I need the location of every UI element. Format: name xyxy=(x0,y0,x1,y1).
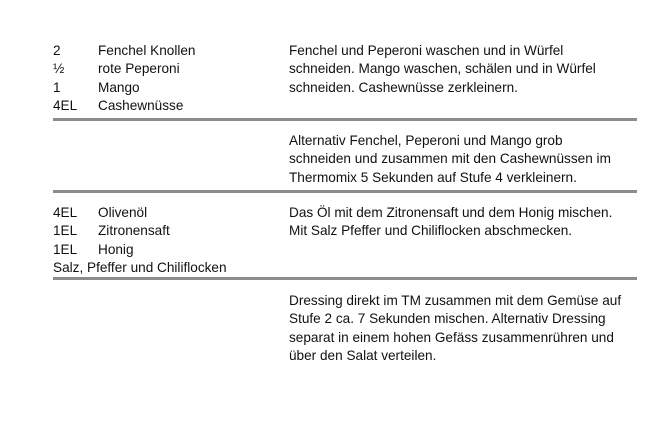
ingredient-row xyxy=(53,241,283,259)
instruction-line: Alternativ Fenchel, Peperoni und Mango grob xyxy=(289,133,563,148)
ingredient-row xyxy=(53,42,283,60)
ingredient-name: Cashewnüsse xyxy=(98,98,184,114)
instruction-line: Das Öl mit dem Zitronensaft und dem Honig mischen. xyxy=(289,205,613,220)
ingredient-quantity: ½ xyxy=(53,61,65,77)
ingredient-name: rote Peperoni xyxy=(98,61,180,77)
ingredient-name: Honig xyxy=(98,241,134,257)
instruction-line: separat in einem hohen Gefäss zusammenrühren und xyxy=(289,329,614,345)
instruction-line: Stufe 2 ca. 7 Sekunden mischen. Alternativ Dressing xyxy=(289,311,606,327)
instruction-text xyxy=(289,42,634,97)
instruction-line: schneiden. Mango waschen, schälen und in Würfel xyxy=(289,61,596,77)
ingredient-row xyxy=(53,222,283,240)
section-divider xyxy=(53,118,637,121)
ingredient-name: Mango xyxy=(98,79,140,95)
instruction-text xyxy=(289,292,634,366)
instruction-text xyxy=(289,132,634,187)
ingredient-row xyxy=(53,97,283,115)
ingredient-row xyxy=(53,204,283,222)
ingredient-quantity: 1EL xyxy=(53,241,78,257)
ingredient-list xyxy=(53,204,283,278)
ingredient-quantity: 4EL xyxy=(53,205,78,220)
ingredient-seasoning: Salz, Pfeffer und Chiliflocken xyxy=(53,260,227,276)
instruction-line: Dressing direkt im TM zusammen mit dem Gemüse auf xyxy=(289,293,622,308)
ingredient-list xyxy=(53,42,283,116)
ingredient-name: Fenchel Knollen xyxy=(98,43,196,58)
ingredient-quantity: 2 xyxy=(53,43,61,58)
section-divider xyxy=(53,277,637,280)
ingredient-quantity: 4EL xyxy=(53,98,78,114)
instruction-text xyxy=(289,204,634,241)
instruction-line: Thermomix 5 Sekunden auf Stufe 4 verkleinern. xyxy=(289,169,577,185)
ingredient-quantity: 1 xyxy=(53,79,61,95)
instruction-line: über den Salat verteilen. xyxy=(289,348,437,364)
ingredient-row xyxy=(53,79,283,97)
instruction-line: Mit Salz Pfeffer und Chiliflocken abschmecken. xyxy=(289,223,573,239)
ingredient-name: Olivenöl xyxy=(98,205,148,220)
ingredient-row xyxy=(53,60,283,78)
instruction-line: schneiden und zusammen mit den Cashewnüssen im xyxy=(289,151,611,167)
instruction-line: schneiden. Cashewnüsse zerkleinern. xyxy=(289,79,518,95)
ingredient-name: Zitronensaft xyxy=(98,223,170,239)
section-divider xyxy=(53,190,637,193)
ingredient-quantity: 1EL xyxy=(53,223,78,239)
instruction-line: Fenchel und Peperoni waschen und in Würfel xyxy=(289,43,564,58)
